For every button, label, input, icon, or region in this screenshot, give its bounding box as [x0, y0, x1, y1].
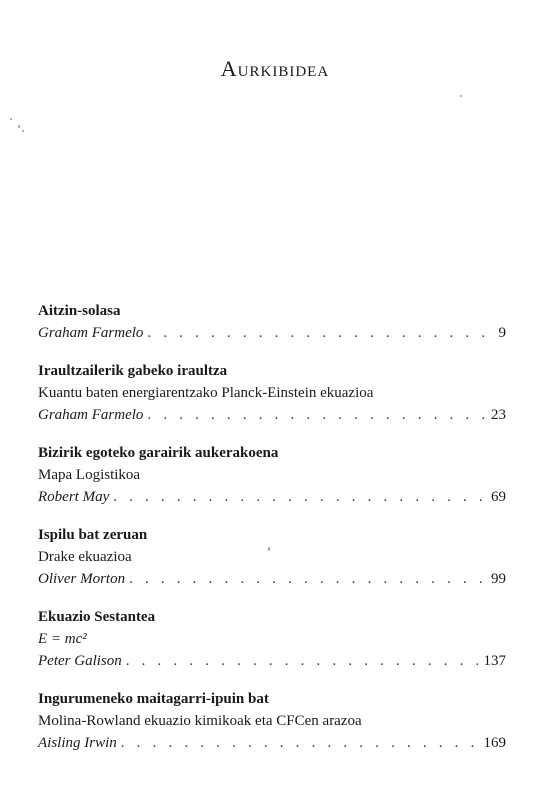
- entry-subtitle: Kuantu baten energiarentzako Planck-Einstein ekuazioa: [38, 385, 374, 401]
- scan-speck: [18, 125, 20, 128]
- entry-author: Aisling Irwin: [38, 735, 117, 751]
- toc-entry: [38, 360, 506, 427]
- entry-title: Ingurumeneko maitagarri-ipuin bat: [38, 691, 269, 707]
- toc-entry: [38, 300, 506, 345]
- dot-leader: [113, 486, 485, 509]
- dot-leader: [147, 404, 485, 427]
- entry-author: Peter Galison: [38, 653, 122, 669]
- entry-author-row: [38, 650, 506, 673]
- entry-page-number: 69: [491, 489, 506, 505]
- entry-subtitle: Drake ekuazioa: [38, 549, 132, 565]
- dot-leader: [126, 650, 478, 673]
- entry-title: Iraultzailerik gabeko iraultza: [38, 363, 228, 379]
- scan-speck: [10, 118, 12, 120]
- toc-entry: [38, 442, 506, 509]
- entry-page-number: 137: [483, 653, 506, 669]
- dot-leader: [147, 322, 492, 345]
- entry-page-number: 99: [491, 571, 506, 587]
- dot-leader: [121, 732, 478, 755]
- entry-title: Ekuazio Sestantea: [38, 609, 156, 625]
- entry-author-row: [38, 404, 506, 427]
- table-of-contents: [38, 300, 506, 770]
- dot-leader: [129, 568, 485, 591]
- scan-speck: [460, 95, 462, 97]
- entry-subtitle: Mapa Logistikoa: [38, 467, 141, 483]
- entry-author-row: [38, 322, 506, 345]
- entry-title: Aitzin-solasa: [38, 303, 121, 319]
- entry-page-number: 169: [483, 735, 506, 751]
- entry-page-number: 23: [491, 407, 506, 423]
- toc-entry: [38, 524, 506, 591]
- toc-entry: [38, 606, 506, 673]
- page-title: Aurkibidea: [220, 56, 330, 81]
- entry-author-row: [38, 486, 506, 509]
- scan-speck: [22, 130, 24, 132]
- entry-author: Graham Farmelo: [38, 325, 144, 341]
- entry-author: Oliver Morton: [38, 571, 126, 587]
- entry-subtitle: Molina-Rowland ekuazio kimikoak eta CFCen arazoa: [38, 713, 362, 729]
- entry-title: Ispilu bat zeruan: [38, 527, 148, 543]
- entry-page-number: 9: [498, 325, 506, 341]
- entry-author-row: [38, 568, 506, 591]
- entry-author-row: [38, 732, 506, 755]
- entry-author: Robert May: [38, 489, 110, 505]
- entry-subtitle: E = mc²: [38, 631, 87, 647]
- entry-author: Graham Farmelo: [38, 407, 144, 423]
- entry-title: Bizirik egoteko garairik aukerakoena: [38, 445, 279, 461]
- toc-entry: [38, 688, 506, 755]
